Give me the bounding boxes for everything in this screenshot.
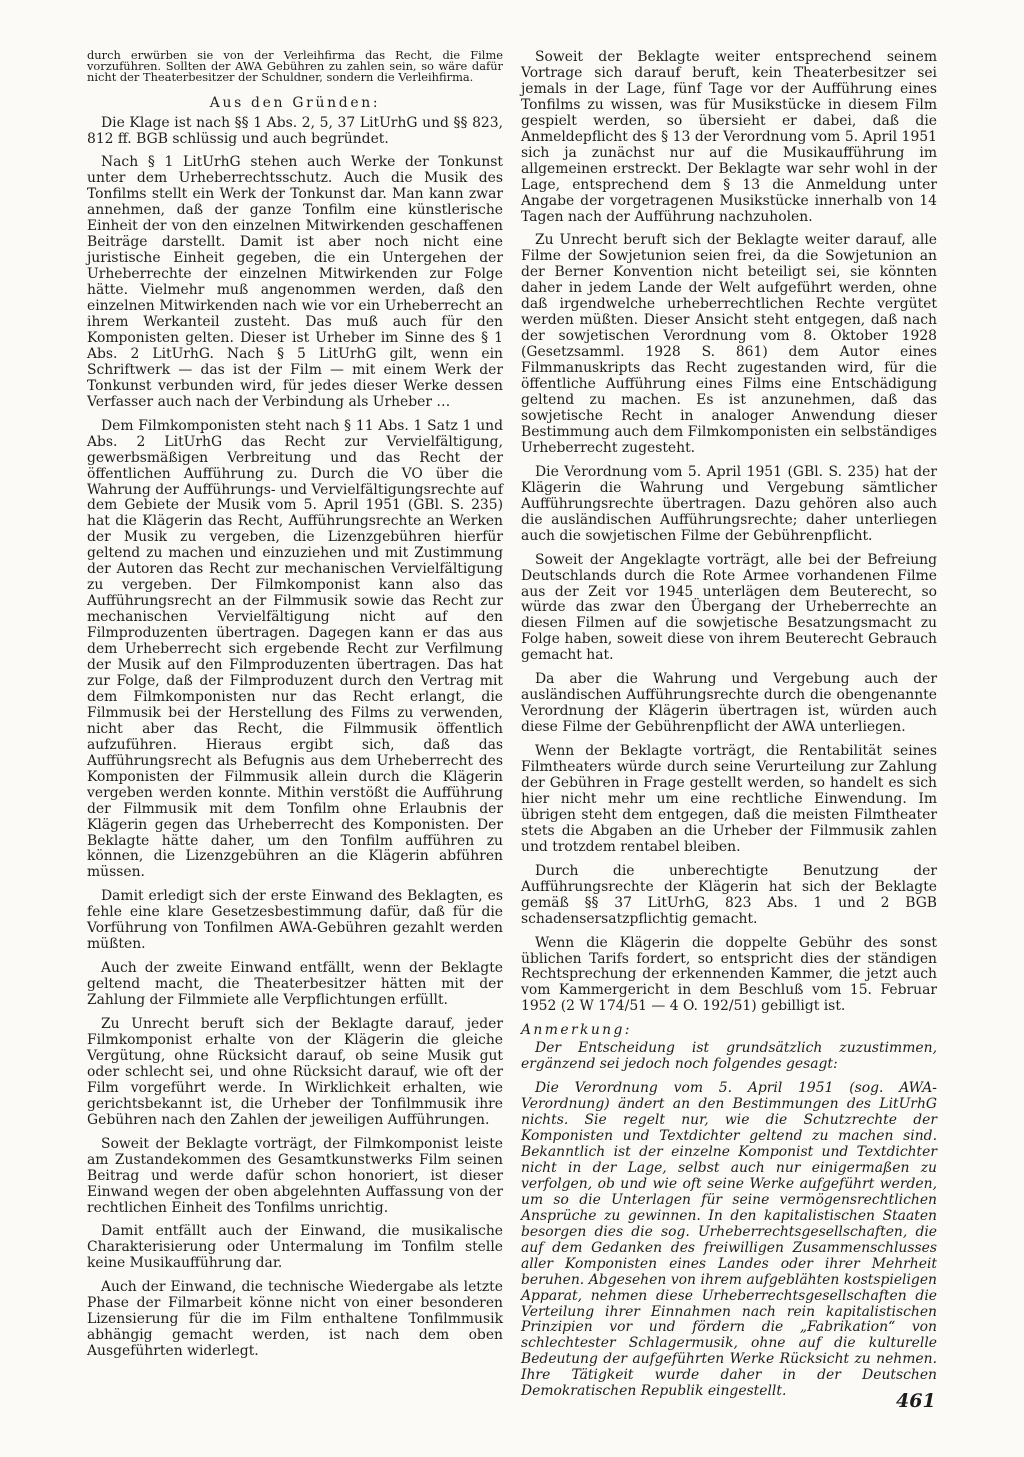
paragraph: Auch der Einwand, die technische Wiedergabe als letzte Phase der Filmarbeit könne nicht von einer besonderen Lizensierung für die im Film enthaltene Tonfilmmusik abhängig gemacht werden, ist nach dem oben Ausgeführten widerlegt.	[87, 1279, 503, 1360]
paragraph: Zu Unrecht beruft sich der Beklagte weiter darauf, alle Filme der Sowjetunion seien frei, da die Sowjetunion an der Berner Konvention nicht beteiligt sei, sie könnten daher in jedem Lande der Welt aufgeführt werden, ohne daß irgendwelche urheberrechtlichen Rechte vergütet werden müßten. Dieser Ansicht steht entgegen, daß nach der sowjetischen Verordnung vom 8. Oktober 1928 (Gesetzsamml. 1928 S. 861) dem Autor eines Filmmanuskripts das Recht zugestanden wird, für die öffentliche Aufführung eines Films eine Entschädigung geltend zu machen. Es ist anzunehmen, daß das sowjetische Recht in analoger Anwendung dieser Bestimmung auch dem Filmkomponisten ein selbständiges Urheberrecht zugesteht.	[521, 232, 937, 456]
annotation-paragraph: Der Entscheidung ist grundsätzlich zuzustimmen, ergänzend sei jedoch noch folgendes gesagt:	[521, 1040, 937, 1073]
section-heading: Aus den Gründen:	[209, 94, 381, 111]
annotation-paragraph: Die Verordnung vom 5. April 1951 (sog. AWA-Verordnung) ändert an den Bestimmungen des LitUrhG nichts. Sie regelt nur, wie die Schutzrechte der Komponisten und Textdichter geltend zu machen sind. Bekanntlich ist der einzelne Komponist und Textdichter nicht in der Lage, selbst auch nur einigermaßen zu verfolgen, ob und wie oft seine Werke aufgeführt werden, um so die Unterlagen für seine vermögensrechtlichen Ansprüche zu gewinnen. In den kapitalistischen Staaten besorgen dies die sog. Urheberrechtsgesellschaften, die auf dem Gedanken des freiwilligen Zusammenschlusses aller Komponisten eines Landes oder ihrer Mehrheit beruhen. Abgesehen von ihrem aufgeblähten kostspieligen Apparat, nehmen diese Urheberrechtsgesellschaften die Verteilung ihrer Einnahmen nach rein kapitalistischen Prinzipien vor und fördern die „Fabrikation“ von schlechtester Schlagermusik, ohne auf die kulturelle Bedeutung der aufgeführten Werke Rücksicht zu nehmen. Ihre Tätigkeit wurde daher in der Deutschen Demokratischen Republik eingestellt.	[521, 1080, 937, 1400]
paragraph: Die Verordnung vom 5. April 1951 (GBl. S. 235) hat der Klägerin die Wahrung und Vergebung sämtlicher Aufführungsrechte übertragen. Dazu gehören also auch die ausländischen Aufführungsrechte; daher unterliegen auch die sowjetischen Filme der Gebührenpflicht.	[521, 463, 937, 544]
paragraph: Die Klage ist nach §§ 1 Abs. 2, 5, 37 LitUrhG und §§ 823, 812 ff. BGB schlüssig und auch begründet.	[87, 114, 503, 147]
paragraph: Nach § 1 LitUrhG stehen auch Werke der Tonkunst unter dem Urheberrechtsschutz. Auch die Musik des Tonfilms stellt ein Werk der Tonkunst dar. Man kann zwar annehmen, daß der ganze Tonfilm eine künstlerische Einheit der von den einzelnen Mitwirkenden geschaffenen Beiträge darstellt. Damit ist aber noch nicht eine juristische Einheit gegeben, die ein Untergehen der Urheberrechte der einzelnen Mitwirkenden zur Folge hätte. Vielmehr muß angenommen werden, daß den einzelnen Mitwirkenden nach wie vor ein Urheberrecht an ihrem Werkanteil zusteht. Das muß auch für den Komponisten gelten. Dieser ist Urheber im Sinne des § 1 Abs. 2 LitUrhG. Nach § 5 LitUrhG gilt, wenn ein Schriftwerk — das ist der Film — mit einem Werk der Tonkunst verbunden wird, für jedes dieser Werke dessen Verfasser auch nach der Verbindung als Urheber …	[87, 154, 503, 410]
right-column	[521, 50, 937, 1408]
paragraph: Da aber die Wahrung und Vergebung auch der ausländischen Aufführungsrechte durch die obengenannte Verordnung der Klägerin übertragen ist, würden auch diese Filme der Gebührenpflicht der AWA unterliegen.	[521, 671, 937, 736]
paragraph: Damit erledigt sich der erste Einwand des Beklagten, es fehle eine klare Gesetzesbestimmung dafür, daß für die Vorführung von Tonfilmen AWA-Gebühren gezahlt werden müßten.	[87, 888, 503, 953]
intro-paragraph: durch erwürben sie von der Verleihfirma das Recht, die Filme vorzuführen. Sollten der AWA Gebühren zu zahlen sein, so wäre dafür nicht der Theaterbesitzer der Schuldner, sondern die Verleihfirma.	[87, 48, 503, 85]
paragraph: Soweit der Beklagte weiter entsprechend seinem Vortrage sich darauf beruft, kein Theaterbesitzer sei jemals in der Lage, fünf Tage vor der Aufführung eines Tonfilms zu wissen, was für Musikstücke in diesem Film gespielt werden, so übersieht er dabei, daß die Anmeldepflicht des § 13 der Verordnung vom 5. April 1951 sich ja zunächst nur auf die Musikaufführung im allgemeinen erstreckt. Der Beklagte war sehr wohl in der Lage, entsprechend dem § 13 die Anmeldung unter Angabe der vorgetragenen Musikstücke innerhalb von 14 Tagen nach der Aufführung nachzuholen.	[521, 49, 937, 225]
annotation-heading: Anmerkung:	[521, 1022, 632, 1039]
paragraph: Auch der zweite Einwand entfällt, wenn der Beklagte geltend macht, die Theaterbesitzer hätten mit der Zahlung der Filmmiete alle Verpflichtungen erfüllt.	[87, 960, 503, 1009]
paragraph: Damit entfällt auch der Einwand, die musikalische Charakterisierung oder Untermalung im Tonfilm stelle keine Musikaufführung dar.	[87, 1223, 503, 1272]
page-number: 461	[896, 1390, 936, 1412]
paragraph: Durch die unberechtigte Benutzung der Aufführungsrechte der Klägerin hat sich der Beklagte gemäß §§ 37 LitUrhG, 823 Abs. 1 und 2 BGB schadensersatzpflichtig gemacht.	[521, 862, 937, 927]
left-column	[87, 50, 503, 1368]
paragraph: Wenn die Klägerin die doppelte Gebühr des sonst üblichen Tarifs fordert, so entspricht dies der ständigen Rechtsprechung der erkennenden Kammer, die jetzt auch vom Kammergericht in dem Beschluß vom 15. Februar 1952 (2 W 174/51 — 4 O. 192/51) gebilligt ist.	[521, 934, 937, 1015]
paragraph: Wenn der Beklagte vorträgt, die Rentabilität seines Filmtheaters würde durch seine Verurteilung zur Zahlung der Gebühren in Frage gestellt werden, so handelt es sich hier nicht mehr um eine rechtliche Einwendung. Im übrigen steht dem entgegen, daß die meisten Filmtheater stets die Abgaben an die Urheber der Filmmusik zahlen und trotzdem rentabel bleiben.	[521, 743, 937, 855]
paragraph: Soweit der Beklagte vorträgt, der Filmkomponist leiste am Zustandekommen des Gesamtkunstwerks Film seinen Beitrag und werde dafür schon honoriert, ist dieser Einwand wegen der oben abgelehnten Auffassung von der rechtlichen Einheit des Tonfilms unrichtig.	[87, 1135, 503, 1216]
paragraph: Dem Filmkomponisten steht nach § 11 Abs. 1 Satz 1 und Abs. 2 LitUrhG das Recht zur Vervielfältigung, gewerbsmäßigen Verbreitung und das Recht der öffentlichen Aufführung zu. Durch die VO über die Wahrung der Aufführungs- und Vervielfältigungsrechte auf dem Gebiete der Musik vom 5. April 1951 (GBl. S. 235) hat die Klägerin das Recht, Aufführungsrechte an Werken der Musik zu vergeben, die Lizenzgebühren hierfür geltend zu machen und einzuziehen und mit Zustimmung der Autoren das Recht zur mechanischen Vervielfältigung zu vergeben. Der Filmkomponist kann also das Aufführungsrecht an der Filmmusik sowie das Recht zur mechanischen Vervielfältigung nicht auf den Filmproduzenten übertragen. Dagegen kann er das aus dem Urheberrecht sich ergebende Recht zur Verfilmung der Musik auf den Filmproduzenten übertragen. Das hat zur Folge, daß der Filmproduzent durch den Vertrag mit dem Filmkomponisten nur das Recht erlangt, die Filmmusik bei der Herstellung des Films zu verwenden, nicht aber das Recht, die Filmmusik öffentlich aufzuführen. Hieraus ergibt sich, daß das Aufführungsrecht als Befugnis aus dem Urheberrecht des Komponisten der Filmmusik allein durch die Klägerin vergeben werden konnte. Mithin verstößt die Aufführung der Filmmusik mit dem Tonfilm ohne Erlaubnis der Klägerin gegen das Urheberrecht des Komponisten. Der Beklagte hätte daher, um den Tonfilm aufführen zu können, die Lizenzgebühren an die Klägerin abführen müssen.	[87, 417, 503, 881]
paragraph: Zu Unrecht beruft sich der Beklagte darauf, jeder Filmkomponist erhalte von der Klägerin die gleiche Vergütung, ohne Rücksicht darauf, ob seine Musik gut oder schlecht sei, und ohne Rücksicht darauf, wie oft der Film vorgeführt werde. In Wirklichkeit erhalten, wie gerichtsbekannt ist, die Urheber der Tonfilmmusik ihre Gebühren nach den Zahlen der jeweiligen Aufführungen.	[87, 1016, 503, 1128]
paragraph: Soweit der Angeklagte vorträgt, alle bei der Befreiung Deutschlands durch die Rote Armee vorhandenen Filme aus der Zeit vor 1945 unterlägen dem Beuterecht, so würde das zwar den Übergang der Urheberrechte an diesen Filmen auf die sowjetische Besatzungsmacht zu Folge haben, soweit diese von ihrem Beuterecht Gebrauch gemacht hat.	[521, 551, 937, 664]
